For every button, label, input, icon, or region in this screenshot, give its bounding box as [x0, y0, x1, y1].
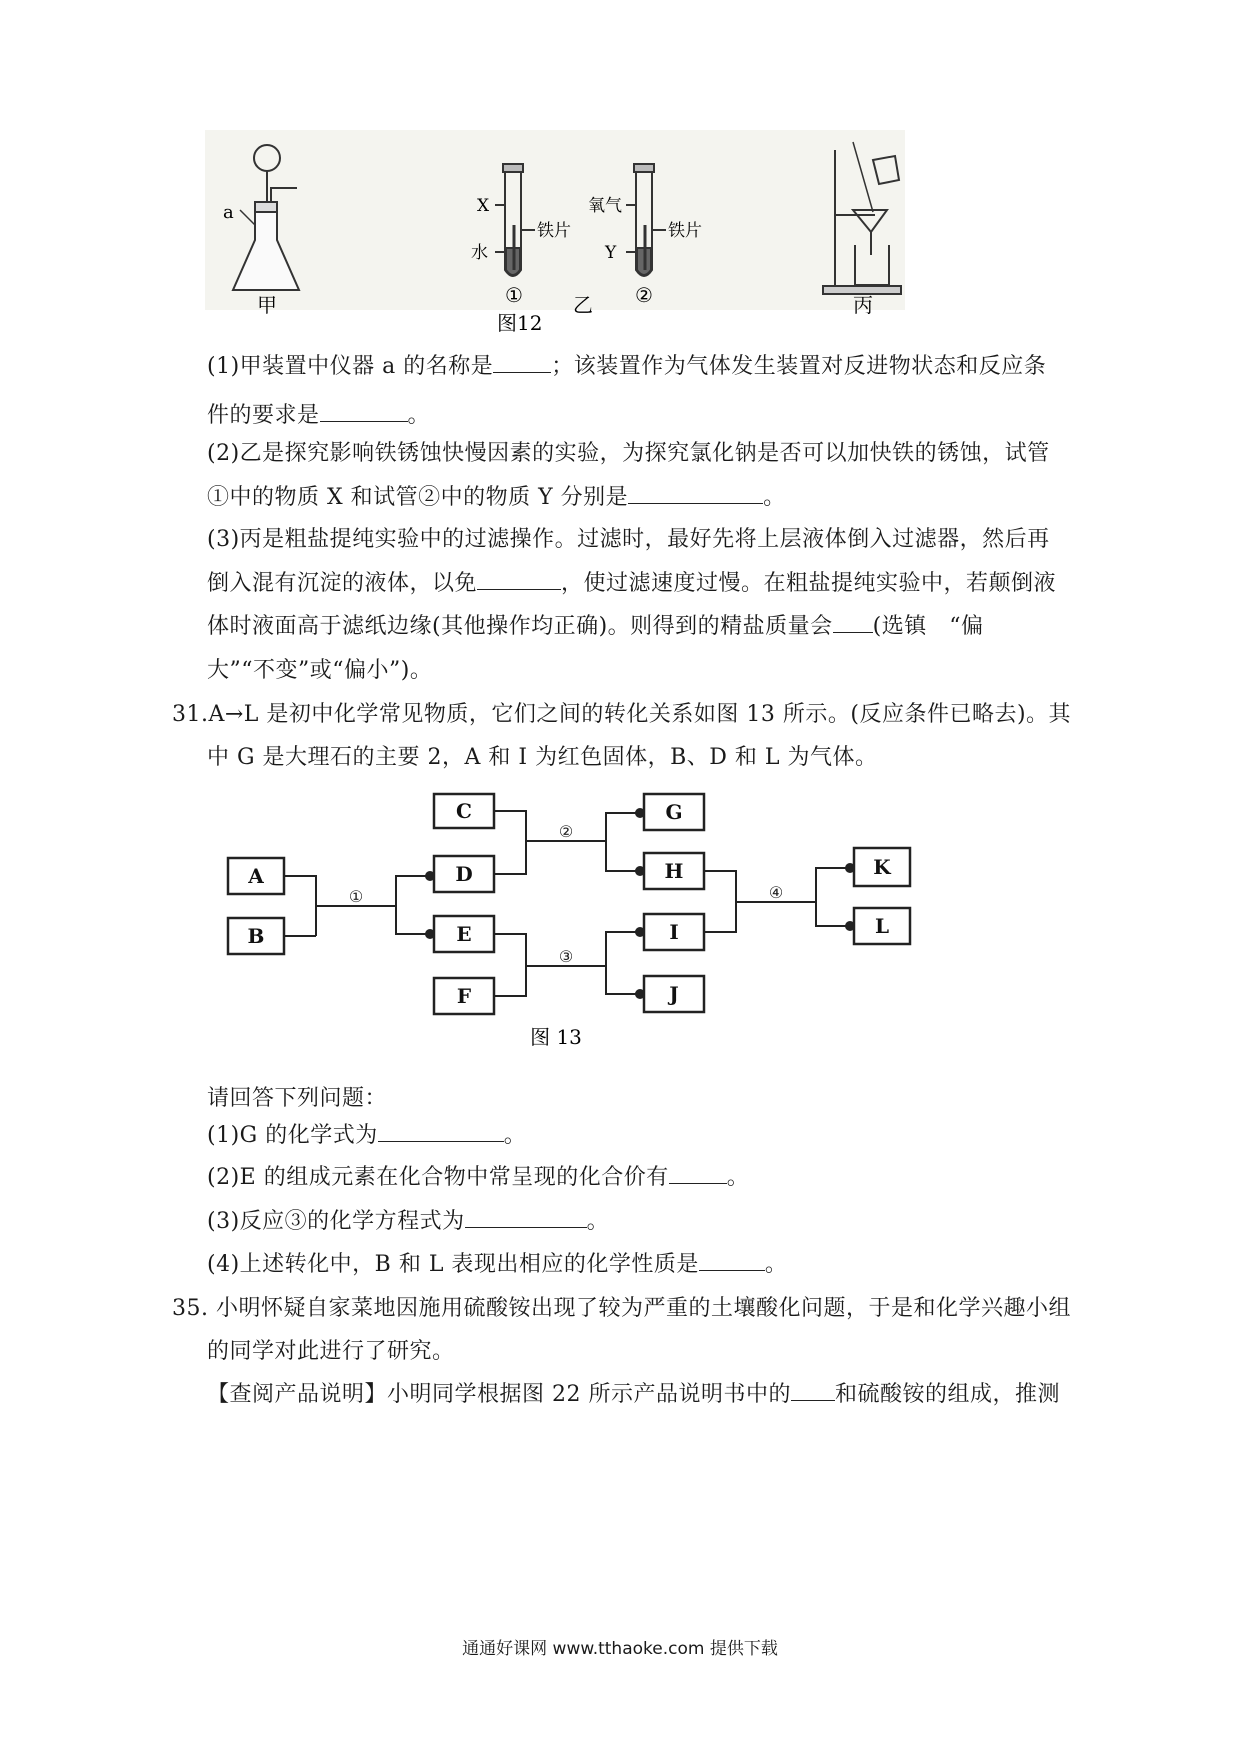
label-iron-1: 铁片 [537, 221, 571, 241]
q31-sub3: (3)反应③的化学方程式为 。 [207, 1209, 610, 1234]
q35-line3: 【查阅产品说明】小明同学根据图 22 所示产品说明书中的 和硫酸铵的组成，推测 [207, 1382, 1060, 1407]
reaction-2-label: ② [558, 822, 574, 841]
reaction-4-label: ④ [768, 883, 784, 902]
label-y: Y [605, 243, 617, 263]
label-x: X [477, 196, 490, 216]
answer-blank[interactable] [378, 1123, 504, 1142]
answer-blank[interactable] [465, 1209, 587, 1228]
answer-blank[interactable] [699, 1252, 765, 1271]
box-j-label: J [669, 982, 679, 1006]
q31-sub2: (2)E 的组成元素在化合物中常呈现的化合价有 。 [207, 1165, 750, 1190]
label-tube-2: ② [635, 283, 653, 307]
figure-13 [220, 786, 940, 1051]
label-oxygen: 氧气 [588, 196, 622, 216]
q31-prompt: 请回答下列问题： [207, 1086, 388, 1111]
q30-part3-line3: 体时液面高于滤纸边缘(其他操作均正确)。则得到的精盐质量会 (选镇 “偏 [207, 614, 984, 639]
label-tube-1: ① [505, 283, 523, 307]
q31-sub1: (1)G 的化学式为 。 [207, 1123, 527, 1148]
answer-blank[interactable] [669, 1165, 727, 1184]
q30-part1-line1: (1)甲装置中仪器 a 的名称是 ；该装置作为气体发生装置对反进物状态和反应条 [207, 354, 1047, 379]
page-footer: 通通好课网 www.tthaoke.com 提供下载 [462, 1639, 778, 1659]
label-bing: 丙 [853, 293, 873, 317]
reaction-3-label: ③ [558, 947, 574, 966]
label-yi: 乙 [573, 293, 593, 317]
box-a-label: A [248, 864, 264, 888]
q31-sub4: (4)上述转化中，B 和 L 表现出相应的化学性质是 。 [207, 1252, 788, 1277]
box-g-label: G [665, 800, 683, 824]
box-d-label: D [455, 862, 473, 886]
q31-line2: 中 G 是大理石的主要 2，A 和 I 为红色固体，B、D 和 L 为气体。 [207, 745, 878, 770]
figure-12-background [205, 130, 905, 310]
figure-13-caption: 图 13 [530, 1025, 582, 1049]
q30-part2-line2: ①中的物质 X 和试管②中的物质 Y 分别是 。 [207, 485, 786, 510]
box-c-label: C [456, 799, 472, 823]
figure-12 [205, 130, 905, 345]
label-a: a [223, 202, 234, 223]
figure-12-caption: 图12 [497, 311, 543, 335]
label-jia: 甲 [257, 293, 277, 317]
q35-line1: 35. 小明怀疑自家菜地因施用硫酸铵出现了较为严重的土壤酸化问题，于是和化学兴趣小组 [172, 1296, 1071, 1321]
box-h-label: H [664, 859, 684, 883]
reaction-1-label: ① [348, 887, 364, 906]
q30-part1-line2: 件的要求是 。 [207, 403, 431, 428]
box-f-label: F [456, 984, 472, 1008]
label-iron-2: 铁片 [668, 221, 702, 241]
figure-12-drawing [205, 130, 905, 345]
answer-blank[interactable] [628, 485, 763, 504]
answer-blank[interactable] [493, 354, 551, 373]
q30-part2-line1: (2)乙是探究影响铁锈蚀快慢因素的实验，为探究氯化钠是否可以加快铁的锈蚀，试管 [207, 441, 1050, 466]
answer-blank[interactable] [477, 571, 561, 590]
box-k-label: K [873, 855, 891, 879]
answer-blank[interactable] [320, 403, 408, 422]
q31-line1: 31.A→L 是初中化学常见物质，它们之间的转化关系如图 13 所示。(反应条件已略去)。其 [172, 702, 1072, 727]
label-water: 水 [471, 243, 488, 263]
box-i-label: I [669, 920, 679, 944]
figure-13-drawing [220, 786, 940, 1051]
q30-part3-line1: (3)丙是粗盐提纯实验中的过滤操作。过滤时，最好先将上层液体倒入过滤器，然后再 [207, 527, 1050, 552]
box-l-label: L [874, 914, 890, 938]
box-e-label: E [456, 922, 472, 946]
q30-part3-line4: 大”“不变”或“偏小”)。 [207, 658, 433, 683]
q35-line2: 的同学对此进行了研究。 [207, 1339, 455, 1364]
box-b-label: B [247, 924, 265, 948]
answer-blank[interactable] [791, 1382, 835, 1401]
answer-blank[interactable] [833, 614, 873, 633]
q30-part3-line2: 倒入混有沉淀的液体，以免 ，使过滤速度过慢。在粗盐提纯实验中，若颠倒液 [207, 571, 1057, 596]
